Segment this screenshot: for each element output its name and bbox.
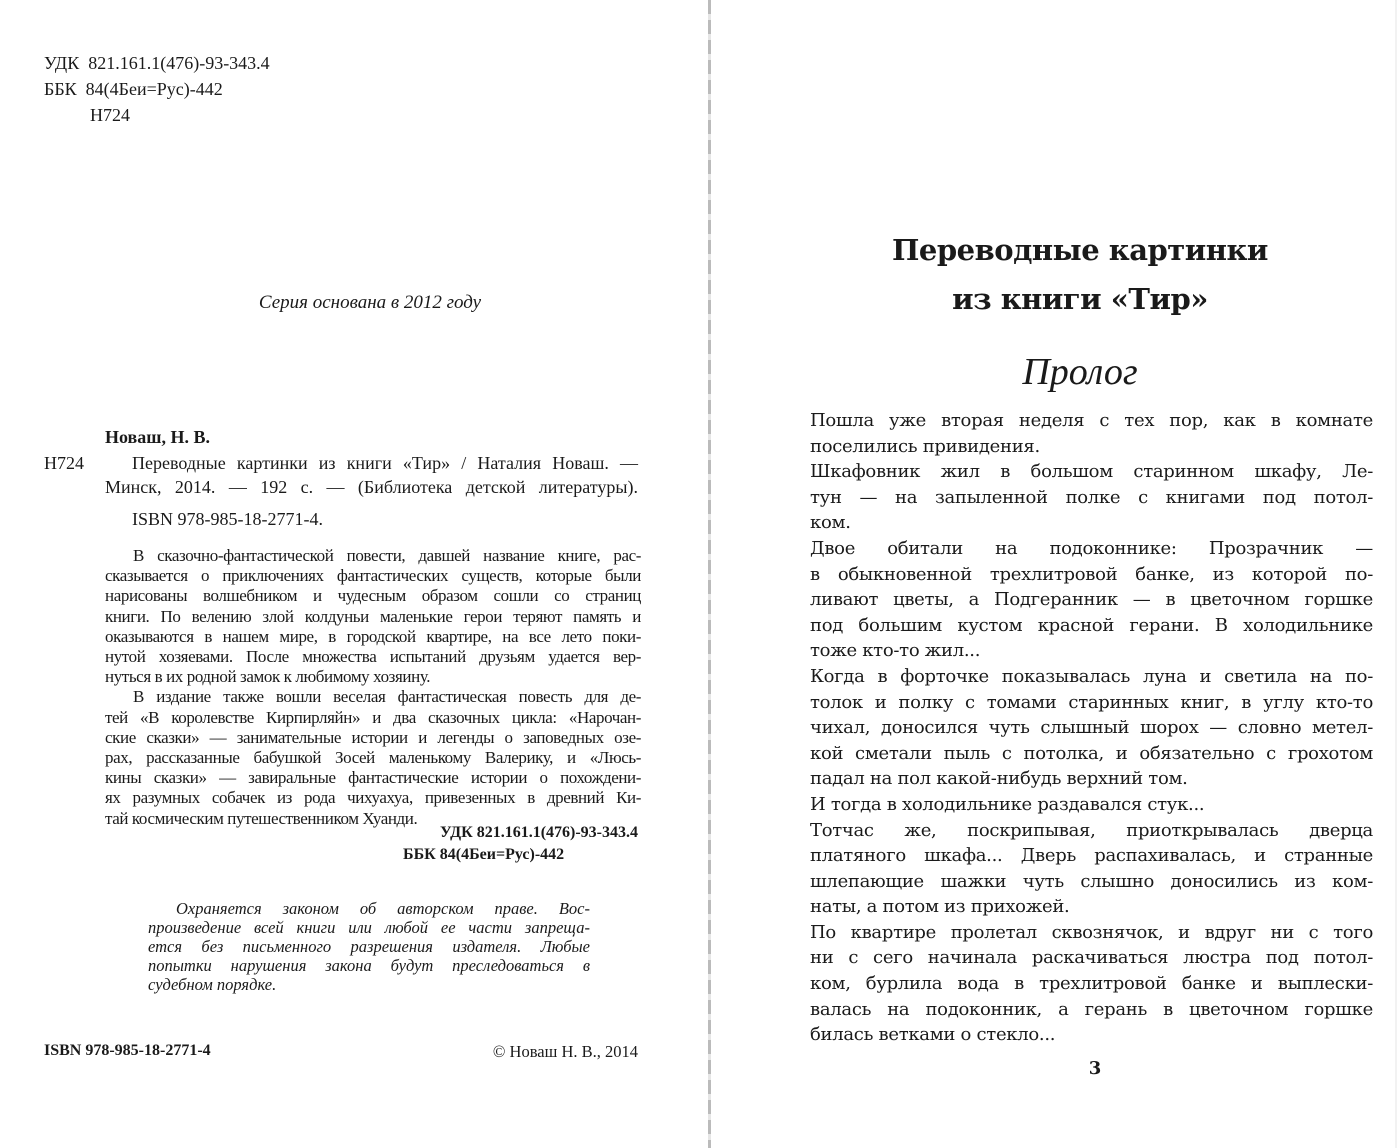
text-line: в обыкновенной трехлитровой банке, из которой по- [810, 563, 1373, 585]
paragraph [105, 687, 641, 828]
bbk-footer-line: ББК 84(4Беи=Рус)-442 [403, 846, 565, 863]
udk-code: УДК 821.161.1(476)-93-343.4 [44, 53, 270, 73]
paragraph [105, 546, 641, 687]
title-line: из книги «Тир» [952, 282, 1208, 316]
text-line: По квартире пролетал сквознячок, и вдруг ни с того [810, 921, 1373, 943]
chapter-heading: Пролог [1022, 351, 1138, 393]
copyright-line: © Новаш Н. В., 2014 [492, 1042, 638, 1061]
page-edge [1395, 0, 1397, 1148]
text-line: ком. [810, 512, 851, 534]
abstract [105, 546, 641, 829]
text-line: Когда в форточке показывалась луна и светила на по- [810, 665, 1373, 687]
paragraph [810, 792, 1373, 818]
paragraph [810, 536, 1373, 664]
text-line: наты, а потом из прихожей. [810, 896, 1070, 918]
text-line: Охраняется законом об авторском праве. Вос- [176, 899, 590, 918]
text-line: сказывается о приключениях фантастических существ, которые были [105, 566, 641, 586]
text-line: тоже кто-то жил... [810, 640, 981, 662]
text-line: ские сказки» — занимательные истории и легенды о заповедных озе- [105, 727, 641, 747]
bbk-code: ББК 84(4Беи=Рус)-442 [44, 79, 223, 99]
bib-isbn: ISBN 978-985-18-2771-4. [132, 509, 323, 529]
paragraph [810, 459, 1373, 536]
text-line: оказываются в нашем мире, в городской квартире, на все лето поки- [105, 626, 641, 646]
text-line: падал на пол какой-нибудь верхний том. [810, 768, 1188, 790]
text-line: попытки нарушения закона будут преследоваться в [148, 956, 590, 975]
paragraph [810, 664, 1373, 792]
text-line: тей «В королевстве Кирпирляйн» и два сказочных цикла: «Нарочан- [105, 707, 641, 727]
page-number: 3 [1088, 1058, 1102, 1079]
text-line: билась ветками о стекло... [810, 1024, 1056, 1046]
text-line: Шкафовник жил в большом старинном шкафу, Ле- [810, 461, 1373, 483]
udk-footer-line: УДК 821.161.1(476)-93-343.4 [439, 824, 638, 841]
isbn-footer: ISBN 978-985-18-2771-4 [44, 1042, 211, 1059]
text-line: ком, бурлила вода в трехлитровой банке и выплески- [810, 973, 1373, 995]
classification-codes [44, 50, 270, 128]
text-line: Двое обитали на подоконнике: Прозрачник — [810, 537, 1373, 559]
paragraph [148, 899, 590, 994]
paragraph [810, 920, 1373, 1048]
bib-author: Новаш, Н. В. [105, 427, 210, 447]
copyright-notice [148, 899, 590, 994]
bib-code: Н724 [44, 453, 84, 473]
text-line: нутой хозяевами. После множества испытаний друзьям удается вер- [105, 647, 641, 667]
text-line: В сказочно-фантастической повести, давшей название книге, рас- [133, 546, 641, 565]
text-line: нуться в их родной замок к любимому хозяину. [105, 667, 431, 687]
paragraph [810, 818, 1373, 920]
text-line: шлепающие шажки чуть слышно доносились из ком- [810, 870, 1373, 892]
text-line: произведение всей книги или любой ее части запреща- [148, 918, 590, 937]
text-line: В издание также вошли веселая фантастическая повесть для де- [133, 687, 641, 707]
text-line: валась на подоконник, а герань в цветочном горшке [810, 998, 1373, 1020]
book-title [830, 226, 1330, 324]
text-line: нарисованы волшебником и чудесным образом сошли со страниц [105, 586, 641, 606]
text-line: рах, рассказанные бабушкой Зосей маленькому Валерику, и «Люсь- [105, 748, 641, 768]
text-line: ни с сего начинала раскачиваться люстра под потол- [810, 947, 1373, 969]
title-line: Переводные картинки [892, 233, 1268, 267]
text-line: ливают цветы, а Подгеранник — в цветочном горшке [810, 589, 1373, 611]
udk-footer [380, 822, 638, 866]
text-line: платяного шкафа... Дверь распахивалась, и странные [810, 845, 1373, 867]
paragraph [810, 408, 1373, 459]
text-line: Тотчас же, поскрипывая, приоткрывалась дверца [810, 819, 1373, 841]
text-line: Пошла уже вторая неделя с тех пор, как в комнате [810, 410, 1373, 431]
author-mark: Н724 [90, 105, 130, 125]
text-line: кой сметали пыль с потолка, и обязательно с грохотом [810, 742, 1373, 764]
text-line: чихал, доносился чуть слышный шорох — словно метел- [810, 717, 1373, 739]
book-spine [708, 0, 711, 1148]
text-line: судебном порядке. [148, 975, 277, 994]
chapter-body [810, 408, 1373, 1048]
text-line: ях разумных собачек из рода чихуахуа, привезенных в древний Ки- [105, 788, 641, 808]
text-line: И тогда в холодильнике раздавался стук... [810, 793, 1205, 815]
text-line: тай космическим путешественником Хуанди. [105, 808, 418, 828]
text-line: толок и полку с томами старинных книг, в углу кто-то [810, 691, 1373, 713]
bib-imprint-line: Минск, 2014. — 192 с. — (Библиотека детской литературы). [105, 477, 638, 497]
text-line: тун — на запыленной полке с книгами под потол- [810, 486, 1373, 508]
series-note: Серия основана в 2012 году [258, 292, 482, 313]
text-line: кины сказки» — завиральные фантастические истории о похождени- [105, 768, 641, 788]
text-line: ется без письменного разрешения издателя. Любые [148, 937, 590, 956]
bib-title-line: Переводные картинки из книги «Тир» / Наталия Новаш. — [132, 453, 638, 473]
text-line: книги. По велению злой колдуньи маленькие герои теряют память и [105, 606, 641, 626]
text-line: под большим кустом красной герани. В холодильнике [810, 614, 1373, 636]
text-line: поселились привидения. [810, 435, 1040, 457]
